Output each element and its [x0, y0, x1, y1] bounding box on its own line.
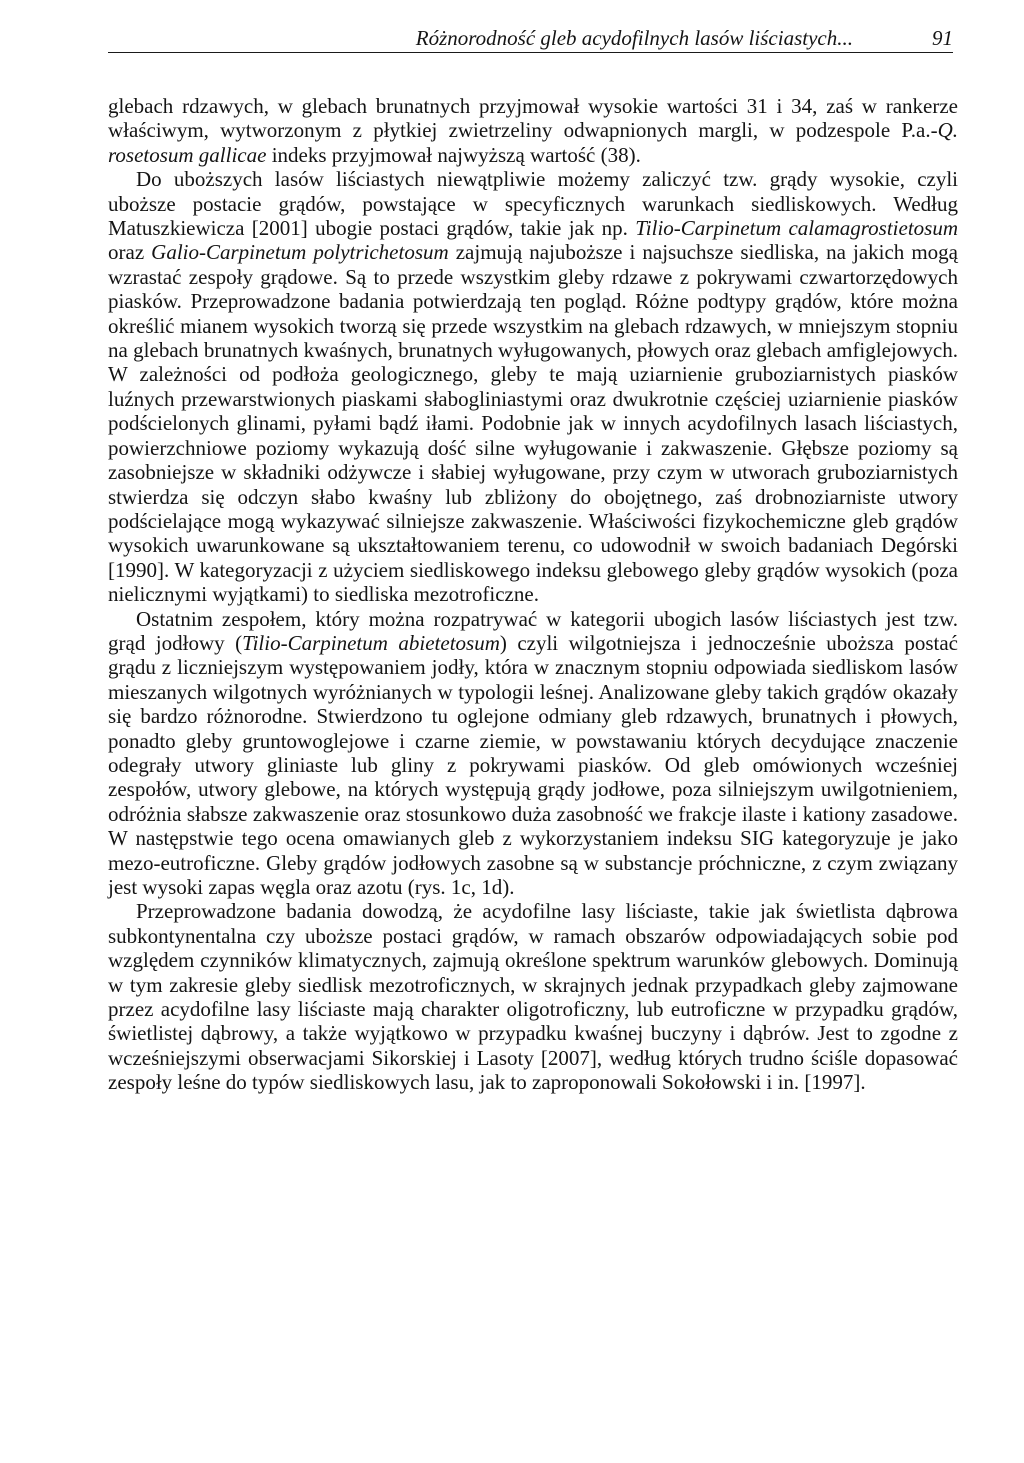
taxon-name: Tilio-Carpinetum calamagrostietosum: [635, 216, 958, 241]
text-run: Do uboższych lasów liściastych niewątpliwie możemy zaliczyć tzw. grądy wysokie, czyli uboższe postacie grądów, powstające w specyficznych warunkach siedliskowych. Według Matuszkiewicza [2001] ubogie postaci grądów, takie jak np.: [108, 167, 958, 241]
paragraph-fir-oak-hornbeam: [108, 607, 958, 900]
text-run: ) czyli wilgotniejsza i jednocześnie uboższa postać grądu z liczniejszym występowaniem jodły, która w znacznym stopniu odpowiada siedliskom lasów mieszanych wilgotnych wyróżnianych w typologii leśnej. Analizowane gleby takich grądów okazały się bardzo różnorodne. Stwierdzono tu oglejone odmiany gleb rdzawych, brunatnych i płowych, ponadto gleby gruntowoglejowe i czarne ziemie, w powstawaniu których decydujące znaczenie odegrały utwory gliniaste lub gliny z pokrywami piasków. Od gleb omówionych wcześniej zespołów, utwory glebowe, na których występują grądy jodłowe, poza silniejszym uwilgotnieniem, odróżnia słabsze zakwaszenie oraz stosunkowo duża zasobność we frakcje ilaste i kationy zasadowe. W następstwie tego ocena omawianych gleb z wykorzystaniem indeksu SIG kategoryzuje je jako mezo-eutroficzne. Gleby grądów jodłowych zasobne są w substancje próchniczne, z czym związany jest wysoki zapas węgla oraz azotu (rys. 1c, 1d).: [108, 630, 958, 899]
text-run: indeks przyjmował najwyższą wartość (38).: [266, 142, 641, 167]
text-run: glebach rdzawych, w glebach brunatnych przyjmował wysokie wartości 31 i 34, zaś w rankerze właściwym, wytworzonym z płytkiej zwietrzeliny odwapnionych margli, w podzespole P.a.-: [108, 94, 958, 143]
page-number: 91: [932, 26, 953, 50]
paragraph-continuation: [108, 94, 958, 167]
text-run: Ostatnim zespołem, który można rozpatrywać w kategorii ubogich lasów liściastych jest tzw. grąd jodłowy (: [108, 606, 958, 655]
paragraph-oak-hornbeam: [108, 167, 958, 606]
running-title: Różnorodność gleb acydofilnych lasów liściastych...: [415, 26, 853, 50]
taxon-name: Tilio-Carpinetum abietetosum: [242, 630, 500, 655]
running-header: [108, 22, 953, 53]
taxon-name: Q. rosetosum gallicae: [108, 118, 958, 167]
taxon-name: Galio-Carpinetum polytrichetosum: [151, 240, 449, 265]
paragraph-conclusion: [108, 899, 958, 1094]
text-run: oraz: [108, 240, 152, 265]
text-run: zajmują najuboższe i najsuchsze siedliska, na jakich mogą wzrastać zespoły grądowe. Są to przede wszystkim gleby rdzawe z pokrywami czwartorzędowych piasków. Przeprowadzone badania potwierdzają ten pogląd. Różne podtypy grądów, które można określić mianem wysokich tworzą się przede wszystkim na glebach rdzawych, w mniejszym stopniu na glebach brunatnych kwaśnych, brunatnych wyługowanych, płowych oraz glebach amfiglejowych. W zależności od podłoża geologicznego, gleby te mają uziarnienie gruboziarnistych piasków luźnych przewarstwionych piaskami słabogliniastymi oraz dwukrotnie częściej uziarnienie piasków podścielonych glinami, pyłami bądź iłami. Podobnie jak w innych acydofilnych lasach liściastych, powierzchniowe poziomy wykazują dość silne wyługowanie i zakwaszenie. Głębsze poziomy są zasobniejsze w składniki odżywcze i słabiej wyługowane, przy czym w utworach gruboziarnistych stwierdza się odczyn słabo kwaśny lub zbliżony do obojętnego, zaś drobnoziarniste utwory podścielające mogą wykazywać silniejsze zakwaszenie. Właściwości fizykochemiczne gleb grądów wysokich uwarunkowane są ukształtowaniem terenu, co udowodnił w swoich badaniach Degórski [1990]. W kategoryzacji z użyciem siedliskowego indeksu glebowego gleby grądów wysokich (poza nielicznymi wyjątkami) to siedliska mezotroficzne.: [108, 240, 958, 607]
body-text: [108, 94, 958, 1095]
text-run: Przeprowadzone badania dowodzą, że acydofilne lasy liściaste, takie jak świetlista dąbrowa subkontynentalna czy uboższe postaci grądów, w ramach obszarów odpowiadających sobie pod względem czynników klimatycznych, zajmują określone spektrum warunków glebowych. Dominują w tym zakresie gleby siedlisk mezotroficznych, w skrajnych jednak przypadkach gleby zajmowane przez acydofilne lasy liściaste mają charakter oligotroficzny, lub eutroficzne w przypadku grądów, świetlistej dąbrowy, a także wyjątkowo w przypadku kwaśnej buczyny i dąbrów. Jest to zgodne z wcześniejszymi obserwacjami Sikorskiej i Lasoty [2007], według których trudno ściśle dopasować zespoły leśne do typów siedliskowych lasu, jak to zaproponowali Sokołowski i in. [1997].: [108, 899, 958, 1095]
